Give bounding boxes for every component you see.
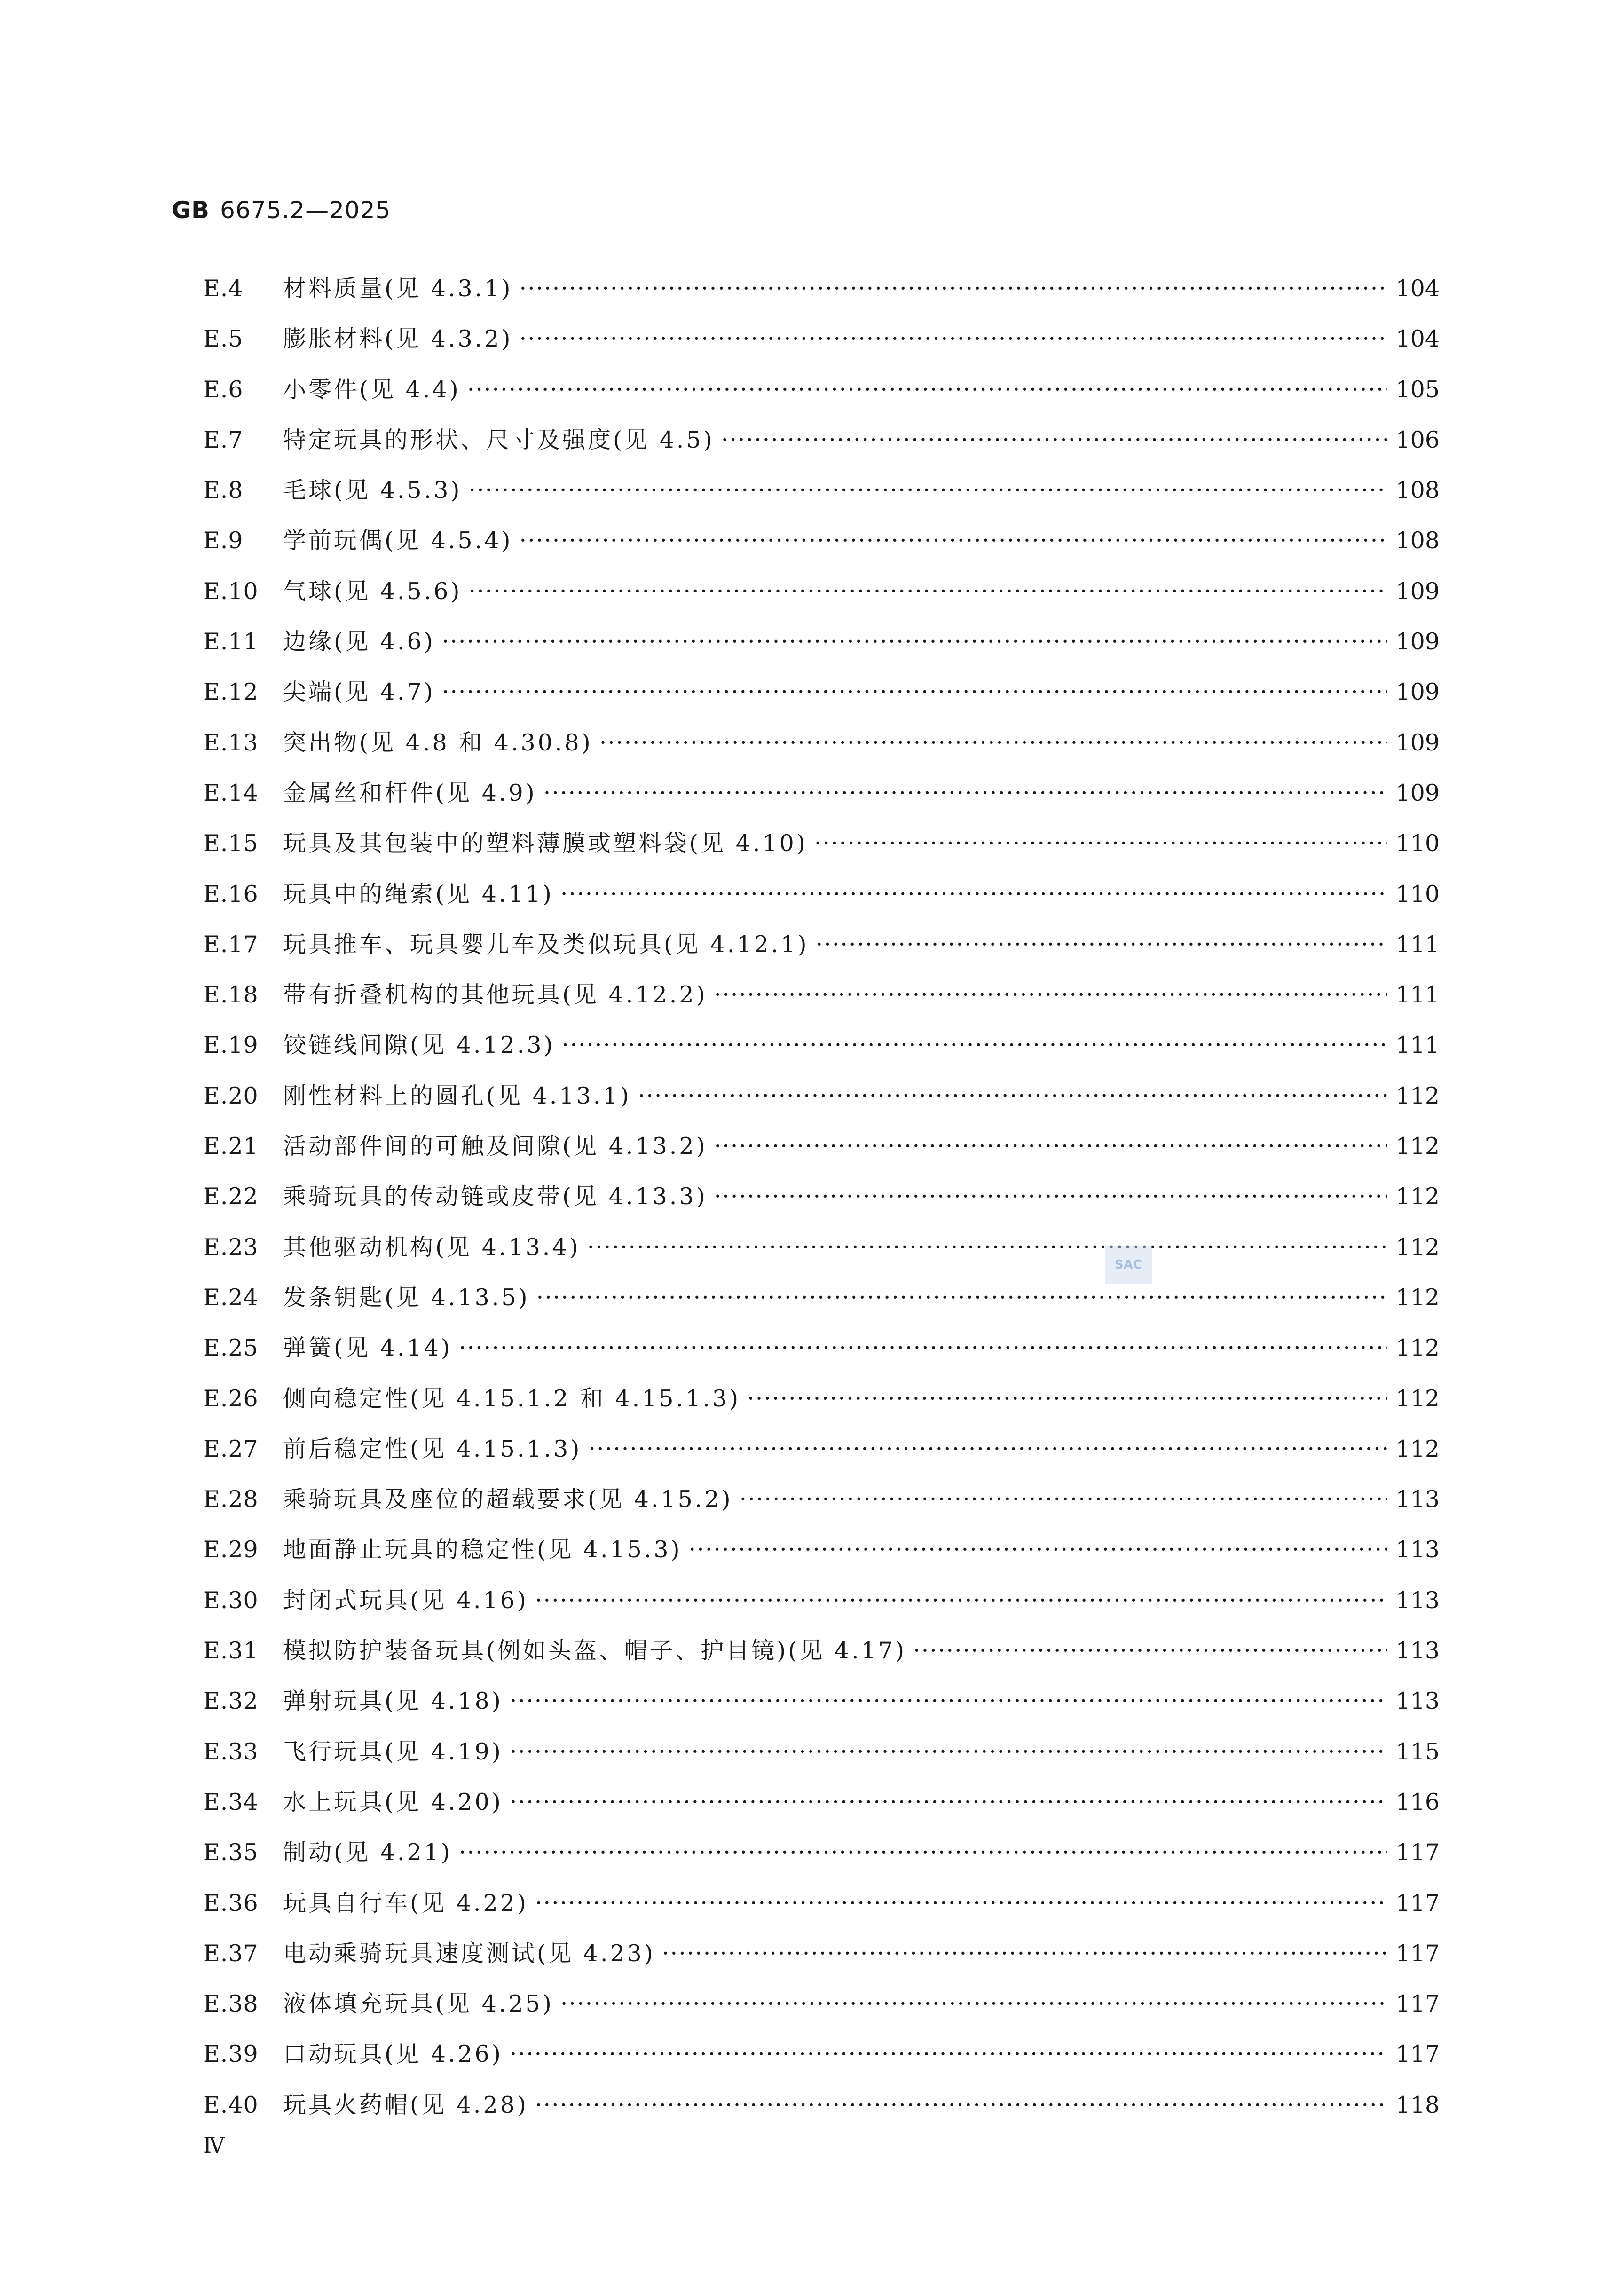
toc-entry[interactable] bbox=[203, 667, 1440, 717]
toc-entry-page: 117 bbox=[1395, 2041, 1440, 2068]
toc-leader-dots bbox=[535, 1575, 1387, 1625]
toc-entry-page: 116 bbox=[1395, 1788, 1440, 1815]
toc-entry-title: 突出物(见 4.8 和 4.30.8) bbox=[283, 729, 593, 756]
toc-leader-dots bbox=[535, 1878, 1387, 1928]
toc-entry-title: 封闭式玩具(见 4.16) bbox=[283, 1586, 528, 1614]
toc-entry[interactable] bbox=[203, 1878, 1440, 1928]
toc-leader-dots bbox=[543, 768, 1387, 818]
toc-entry-title: 玩具火药帽(见 4.28) bbox=[283, 2091, 528, 2118]
toc-entry-title: 刚性材料上的圆孔(见 4.13.1) bbox=[283, 1082, 631, 1109]
toc-entry[interactable] bbox=[203, 515, 1440, 566]
toc-entry-title: 边缘(见 4.6) bbox=[283, 628, 435, 655]
toc-entry[interactable] bbox=[203, 1272, 1440, 1323]
toc-leader-dots bbox=[638, 1071, 1387, 1121]
toc-entry-number: E.36 bbox=[203, 1889, 259, 1917]
toc-entry-title: 玩具自行车(见 4.22) bbox=[283, 1889, 528, 1917]
toc-leader-dots bbox=[747, 1373, 1387, 1424]
toc-entry-number: E.26 bbox=[203, 1385, 259, 1412]
toc-entry-title: 特定玩具的形状、尺寸及强度(见 4.5) bbox=[283, 426, 715, 453]
toc-entry-number: E.24 bbox=[203, 1284, 259, 1311]
toc-entry-page: 109 bbox=[1395, 729, 1440, 756]
standard-code: GB bbox=[172, 197, 210, 224]
toc-entry-number: E.19 bbox=[203, 1032, 259, 1059]
toc-entry[interactable] bbox=[203, 970, 1440, 1020]
toc-entry-number: E.6 bbox=[203, 376, 244, 403]
toc-entry-page: 115 bbox=[1395, 1738, 1440, 1765]
toc-entry-page: 113 bbox=[1395, 1486, 1440, 1513]
toc-leader-dots bbox=[599, 718, 1387, 768]
toc-entry-number: E.37 bbox=[203, 1940, 259, 1967]
toc-leader-dots bbox=[662, 1928, 1387, 1979]
toc-entry[interactable] bbox=[203, 1323, 1440, 1373]
toc-entry-page: 118 bbox=[1395, 2091, 1440, 2118]
toc-entry-number: E.7 bbox=[203, 426, 244, 453]
page-number: Ⅳ bbox=[203, 2132, 225, 2158]
toc-entry-page: 110 bbox=[1395, 830, 1440, 857]
toc-entry[interactable] bbox=[203, 919, 1440, 970]
toc-entry-title: 玩具及其包装中的塑料薄膜或塑料袋(见 4.10) bbox=[283, 830, 808, 857]
toc-entry[interactable] bbox=[203, 1474, 1440, 1524]
toc-entry-number: E.20 bbox=[203, 1082, 259, 1109]
toc-entry-title: 口动玩具(见 4.26) bbox=[283, 2041, 503, 2068]
toc-entry-number: E.15 bbox=[203, 830, 259, 857]
toc-entry[interactable] bbox=[203, 1575, 1440, 1625]
toc-entry[interactable] bbox=[203, 718, 1440, 768]
toc-entry-page: 112 bbox=[1395, 1435, 1440, 1462]
toc-leader-dots bbox=[442, 616, 1387, 667]
toc-leader-dots bbox=[689, 1524, 1387, 1575]
sac-watermark: SAC bbox=[1105, 1246, 1152, 1284]
toc-entry[interactable] bbox=[203, 869, 1440, 919]
toc-entry[interactable] bbox=[203, 1777, 1440, 1827]
toc-entry-number: E.18 bbox=[203, 981, 259, 1009]
toc-leader-dots bbox=[510, 1777, 1387, 1827]
toc-entry-title: 乘骑玩具的传动链或皮带(见 4.13.3) bbox=[283, 1183, 708, 1210]
toc-entry[interactable] bbox=[203, 1121, 1440, 1171]
toc-entry[interactable] bbox=[203, 1222, 1440, 1272]
toc-entry-number: E.5 bbox=[203, 325, 244, 353]
toc-entry-page: 117 bbox=[1395, 1990, 1440, 2018]
toc-entry-title: 模拟防护装备玩具(例如头盔、帽子、护目镜)(见 4.17) bbox=[283, 1637, 907, 1665]
toc-entry-title: 活动部件间的可触及间隙(见 4.13.2) bbox=[283, 1133, 708, 1160]
toc-leader-dots bbox=[535, 2080, 1387, 2130]
toc-entry-title: 小零件(见 4.4) bbox=[283, 376, 461, 403]
toc-entry[interactable] bbox=[203, 616, 1440, 667]
toc-entry-number: E.23 bbox=[203, 1233, 259, 1261]
toc-entry-number: E.29 bbox=[203, 1536, 259, 1563]
toc-entry-number: E.10 bbox=[203, 577, 259, 605]
toc-entry[interactable] bbox=[203, 1020, 1440, 1070]
toc-entry-number: E.30 bbox=[203, 1586, 259, 1614]
toc-leader-dots bbox=[562, 1020, 1387, 1070]
toc-entry-page: 109 bbox=[1395, 679, 1440, 706]
toc-entry-title: 电动乘骑玩具速度测试(见 4.23) bbox=[283, 1940, 655, 1967]
toc-entry-page: 112 bbox=[1395, 1284, 1440, 1311]
toc-entry-page: 112 bbox=[1395, 1082, 1440, 1109]
toc-entry[interactable] bbox=[203, 465, 1440, 515]
toc-leader-dots bbox=[520, 263, 1387, 314]
toc-entry-title: 地面静止玩具的稳定性(见 4.15.3) bbox=[283, 1536, 682, 1563]
toc-entry[interactable] bbox=[203, 1171, 1440, 1222]
toc-entry-number: E.13 bbox=[203, 729, 259, 756]
toc-entry-title: 制动(见 4.21) bbox=[283, 1839, 452, 1866]
toc-leader-dots bbox=[520, 515, 1387, 566]
toc-entry-page: 112 bbox=[1395, 1334, 1440, 1362]
toc-entry-number: E.11 bbox=[203, 628, 259, 655]
toc-entry-page: 106 bbox=[1395, 426, 1440, 453]
toc-leader-dots bbox=[469, 566, 1387, 616]
toc-leader-dots bbox=[714, 1171, 1387, 1222]
toc-leader-dots bbox=[510, 1676, 1387, 1726]
toc-entry-number: E.9 bbox=[203, 527, 244, 554]
standard-number: 6675.2—2025 bbox=[220, 197, 391, 224]
toc-leader-dots bbox=[714, 1121, 1387, 1171]
toc-entry-number: E.21 bbox=[203, 1133, 259, 1160]
toc-entry-page: 109 bbox=[1395, 577, 1440, 605]
toc-entry-page: 117 bbox=[1395, 1889, 1440, 1917]
toc-entry-title: 材料质量(见 4.3.1) bbox=[283, 275, 513, 302]
toc-entry[interactable] bbox=[203, 2029, 1440, 2079]
toc-entry-title: 发条钥匙(见 4.13.5) bbox=[283, 1284, 530, 1311]
toc-entry-title: 玩具推车、玩具婴儿车及类似玩具(见 4.12.1) bbox=[283, 931, 809, 958]
toc-entry[interactable] bbox=[203, 2080, 1440, 2130]
toc-entry-number: E.32 bbox=[203, 1688, 259, 1715]
toc-entry-number: E.28 bbox=[203, 1486, 259, 1513]
toc-entry[interactable] bbox=[203, 566, 1440, 616]
toc-leader-dots bbox=[510, 1727, 1387, 1777]
toc-entry-number: E.31 bbox=[203, 1637, 259, 1665]
toc-entry[interactable] bbox=[203, 1928, 1440, 1979]
table-of-contents bbox=[203, 263, 1440, 2130]
toc-entry-page: 108 bbox=[1395, 527, 1440, 554]
toc-entry-number: E.40 bbox=[203, 2091, 259, 2118]
toc-leader-dots bbox=[467, 364, 1387, 415]
toc-entry-page: 112 bbox=[1395, 1233, 1440, 1261]
toc-entry[interactable] bbox=[203, 1625, 1440, 1676]
toc-entry-title: 气球(见 4.5.6) bbox=[283, 577, 462, 605]
toc-entry-number: E.17 bbox=[203, 931, 259, 958]
toc-entry[interactable] bbox=[203, 1424, 1440, 1474]
toc-entry-page: 104 bbox=[1395, 325, 1440, 353]
toc-entry-page: 110 bbox=[1395, 880, 1440, 907]
toc-entry-page: 112 bbox=[1395, 1133, 1440, 1160]
toc-entry-title: 学前玩偶(见 4.5.4) bbox=[283, 527, 513, 554]
toc-entry-title: 其他驱动机构(见 4.13.4) bbox=[283, 1233, 581, 1261]
toc-entry-page: 104 bbox=[1395, 275, 1440, 302]
toc-leader-dots bbox=[459, 1827, 1387, 1878]
toc-entry[interactable] bbox=[203, 364, 1440, 415]
toc-leader-dots bbox=[587, 1222, 1387, 1272]
toc-entry[interactable] bbox=[203, 768, 1440, 818]
toc-entry[interactable] bbox=[203, 1676, 1440, 1726]
toc-entry[interactable] bbox=[203, 263, 1440, 314]
toc-leader-dots bbox=[913, 1625, 1387, 1676]
toc-entry-page: 117 bbox=[1395, 1839, 1440, 1866]
toc-entry-number: E.27 bbox=[203, 1435, 259, 1462]
toc-entry-title: 毛球(见 4.5.3) bbox=[283, 477, 462, 504]
toc-entry-number: E.35 bbox=[203, 1839, 259, 1866]
toc-entry-number: E.12 bbox=[203, 679, 259, 706]
toc-leader-dots bbox=[588, 1424, 1387, 1474]
toc-leader-dots bbox=[814, 818, 1387, 868]
toc-entry-number: E.38 bbox=[203, 1990, 259, 2018]
toc-leader-dots bbox=[520, 314, 1387, 364]
toc-entry-title: 尖端(见 4.7) bbox=[283, 679, 435, 706]
toc-entry-page: 105 bbox=[1395, 376, 1440, 403]
toc-entry-title: 铰链线间隙(见 4.12.3) bbox=[283, 1032, 555, 1059]
toc-leader-dots bbox=[560, 869, 1387, 919]
toc-entry[interactable] bbox=[203, 818, 1440, 868]
toc-leader-dots bbox=[714, 970, 1387, 1020]
toc-entry-title: 前后稳定性(见 4.15.1.3) bbox=[283, 1435, 582, 1462]
toc-entry-page: 109 bbox=[1395, 628, 1440, 655]
toc-leader-dots bbox=[469, 465, 1387, 515]
document-header bbox=[172, 197, 391, 224]
toc-entry-page: 112 bbox=[1395, 1183, 1440, 1210]
toc-entry-page: 111 bbox=[1395, 981, 1440, 1009]
toc-leader-dots bbox=[510, 2029, 1387, 2079]
toc-entry-title: 玩具中的绳索(见 4.11) bbox=[283, 880, 554, 907]
toc-leader-dots bbox=[560, 1979, 1387, 2029]
toc-entry-page: 108 bbox=[1395, 477, 1440, 504]
toc-entry[interactable] bbox=[203, 1071, 1440, 1121]
toc-entry[interactable] bbox=[203, 1727, 1440, 1777]
toc-entry[interactable] bbox=[203, 1373, 1440, 1424]
toc-entry-title: 带有折叠机构的其他玩具(见 4.12.2) bbox=[283, 981, 708, 1009]
toc-entry[interactable] bbox=[203, 314, 1440, 364]
toc-entry-page: 113 bbox=[1395, 1688, 1440, 1715]
toc-entry-title: 乘骑玩具及座位的超载要求(见 4.15.2) bbox=[283, 1486, 733, 1513]
toc-leader-dots bbox=[816, 919, 1387, 970]
toc-leader-dots bbox=[536, 1272, 1387, 1323]
toc-entry-title: 弹射玩具(见 4.18) bbox=[283, 1688, 503, 1715]
toc-entry-title: 弹簧(见 4.14) bbox=[283, 1334, 452, 1362]
toc-entry-page: 111 bbox=[1395, 931, 1440, 958]
toc-entry-number: E.39 bbox=[203, 2041, 259, 2068]
toc-entry-title: 膨胀材料(见 4.3.2) bbox=[283, 325, 513, 353]
toc-entry-title: 金属丝和杆件(见 4.9) bbox=[283, 779, 537, 806]
toc-entry-number: E.16 bbox=[203, 880, 259, 907]
toc-entry-title: 水上玩具(见 4.20) bbox=[283, 1788, 503, 1815]
toc-entry-title: 液体填充玩具(见 4.25) bbox=[283, 1990, 554, 2018]
toc-entry-page: 113 bbox=[1395, 1637, 1440, 1665]
toc-entry-number: E.4 bbox=[203, 275, 244, 302]
toc-entry-number: E.14 bbox=[203, 779, 259, 806]
toc-entry-page: 113 bbox=[1395, 1536, 1440, 1563]
toc-entry[interactable] bbox=[203, 1979, 1440, 2029]
toc-entry-page: 113 bbox=[1395, 1586, 1440, 1614]
toc-leader-dots bbox=[740, 1474, 1387, 1524]
toc-entry[interactable] bbox=[203, 415, 1440, 465]
toc-leader-dots bbox=[459, 1323, 1387, 1373]
toc-entry-page: 112 bbox=[1395, 1385, 1440, 1412]
toc-entry-page: 109 bbox=[1395, 779, 1440, 806]
toc-entry-number: E.34 bbox=[203, 1788, 259, 1815]
toc-entry-page: 111 bbox=[1395, 1032, 1440, 1059]
toc-entry[interactable] bbox=[203, 1827, 1440, 1878]
toc-entry-number: E.33 bbox=[203, 1738, 259, 1765]
toc-entry-number: E.8 bbox=[203, 477, 244, 504]
toc-entry[interactable] bbox=[203, 1524, 1440, 1575]
toc-entry-page: 117 bbox=[1395, 1940, 1440, 1967]
toc-entry-title: 侧向稳定性(见 4.15.1.2 和 4.15.1.3) bbox=[283, 1385, 741, 1412]
toc-leader-dots bbox=[442, 667, 1387, 717]
toc-entry-number: E.25 bbox=[203, 1334, 259, 1362]
toc-entry-number: E.22 bbox=[203, 1183, 259, 1210]
toc-entry-title: 飞行玩具(见 4.19) bbox=[283, 1738, 503, 1765]
toc-leader-dots bbox=[721, 415, 1387, 465]
